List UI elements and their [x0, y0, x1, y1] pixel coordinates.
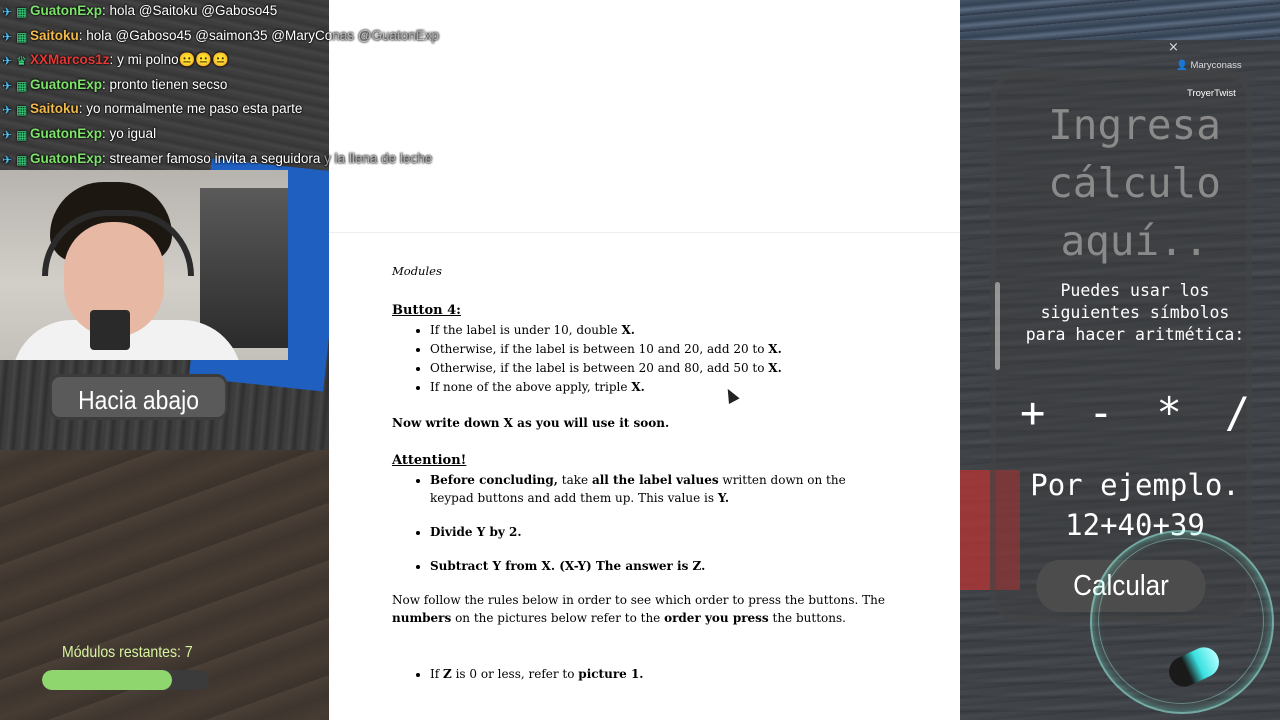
microphone-icon [90, 310, 130, 350]
attention-heading: Attention! [392, 453, 467, 468]
rule-item [430, 321, 892, 339]
write-down-note: Now write down X as you will use it soon. [392, 416, 670, 430]
modules-progress-bar [42, 670, 209, 690]
divide-symbol: / [1224, 388, 1250, 437]
attention-item-1 [430, 471, 892, 507]
chat-message [2, 123, 472, 148]
z-rule-a: If [430, 667, 443, 681]
attention-1-a: Before concluding, [430, 473, 558, 487]
chat-text: y mi polno😐😐😐 [117, 52, 230, 68]
person-icon: 👤 [1176, 60, 1191, 71]
chat-text: streamer famoso invita a seguidora [109, 150, 321, 166]
chat-username: GuatonExp [30, 125, 103, 141]
sub-badge-icon: ▦ [16, 152, 28, 167]
sub-badge-icon: ▦ [16, 127, 28, 142]
calculation-input[interactable]: Ingresa cálculo aquí.. [1048, 101, 1221, 265]
rule-text: If none of the above apply, triple [430, 380, 632, 394]
plus-symbol: + [1020, 388, 1046, 437]
z-rule-b: Z [443, 667, 452, 681]
plane-badge-icon: ✈ [2, 5, 13, 19]
minus-symbol: - [1088, 388, 1114, 437]
z-rules-list [392, 665, 892, 683]
plane-badge-icon: ✈ [2, 29, 13, 44]
calculate-button[interactable]: Calcular [1036, 560, 1205, 612]
chat-message [2, 98, 472, 123]
chat-username: GuatonExp [30, 3, 103, 18]
chat-text-faded: nas @GuatonExp [332, 27, 440, 43]
chat-overlay [2, 0, 472, 172]
player-tag-name: Maryconass [1190, 60, 1242, 71]
chat-message [2, 25, 472, 50]
rule-var: X. [621, 323, 635, 337]
panel-scrollbar[interactable] [995, 282, 1000, 370]
follow-e: the buttons. [768, 611, 846, 625]
follow-d: order you press [664, 611, 769, 625]
plane-badge-icon: ✈ [2, 78, 13, 93]
modules-remaining-label: Módulos restantes: 7 [62, 644, 193, 661]
rule-item [430, 378, 892, 396]
button4-rules [392, 321, 892, 396]
chat-message [2, 148, 472, 173]
plane-badge-icon: ✈ [2, 127, 13, 142]
sub-badge-icon: ▦ [16, 5, 28, 19]
chat-text: yo normalmente me paso esta parte [86, 101, 303, 117]
direction-button[interactable]: Hacia abajo [49, 374, 228, 420]
chat-message [2, 0, 472, 25]
chat-separator: : [78, 27, 87, 43]
chat-text: pronto tienen secso [109, 76, 228, 92]
attention-item-2: • Divide Y by 2. [430, 523, 892, 541]
z-rule-item [430, 665, 892, 683]
rule-item [430, 340, 892, 358]
close-icon[interactable]: × [1168, 40, 1179, 55]
player-name-label: TroyerTwist [1187, 88, 1236, 99]
rule-text: Otherwise, if the label is between 10 and 20, add 20 to [430, 342, 769, 356]
modules-title: Modules [392, 264, 442, 278]
attention-1-c: all the label values [591, 473, 719, 487]
chat-username: Saitoku [30, 101, 79, 117]
plane-badge-icon: ✈ [2, 103, 13, 118]
chat-message [2, 74, 472, 99]
chat-text-faded: y la llena de leche [320, 150, 433, 166]
attention-1-d: written down on the keypad buttons and add them up. This value is [430, 473, 846, 505]
rule-var: X. [768, 342, 782, 356]
chat-separator: : [78, 101, 87, 117]
follow-c: on the pictures below refer to the [451, 611, 665, 625]
rule-var: X. [768, 361, 782, 375]
calculator-symbols [1020, 388, 1250, 437]
chat-username: Saitoku [30, 27, 79, 43]
chat-separator: : [102, 76, 110, 92]
chat-username: GuatonExp [30, 76, 103, 92]
sub-badge-icon: ♛ [16, 54, 27, 69]
rule-text: If the label is under 10, double [430, 323, 622, 337]
calculator-example [1010, 465, 1260, 545]
sub-badge-icon: ▦ [16, 103, 28, 118]
example-value: 12+40+39 [1065, 508, 1205, 542]
button4-heading: Button 4: [392, 303, 461, 318]
attention-1-b: take [557, 473, 592, 487]
follow-b: numbers [392, 611, 452, 625]
rule-item [430, 359, 892, 377]
sub-badge-icon: ▦ [16, 29, 28, 44]
chat-separator: : [102, 150, 110, 166]
webcam-feed [0, 170, 288, 360]
chat-separator: : [102, 125, 110, 141]
chat-username: XXMarcos1z [30, 52, 110, 68]
attention-1-e: Y. [717, 491, 730, 505]
chat-message [2, 49, 472, 74]
z-rule-c: is 0 or less, refer to [451, 667, 579, 681]
chat-text: yo igual [109, 125, 157, 141]
document-content [392, 262, 892, 684]
calculator-instructions: Puedes usar los siguientes símbolos para hacer aritmética: [1025, 281, 1245, 344]
chat-text: hola @Gaboso45 @saimon35 @MaryCo [86, 27, 333, 43]
follow-a: Now follow the rules below in order to see which order to press the buttons. The [392, 593, 885, 607]
plane-badge-icon: ✈ [2, 152, 13, 167]
webcam-background-shelf [200, 188, 288, 348]
example-label: Por ejemplo. [1030, 468, 1240, 502]
follow-rules-paragraph [392, 591, 892, 627]
rule-text: Otherwise, if the label is between 20 and 80, add 50 to [430, 361, 769, 375]
plane-badge-icon: ✈ [2, 54, 13, 69]
chat-separator: : [102, 3, 110, 18]
z-rule-d: picture 1. [578, 667, 644, 681]
multiply-symbol: * [1156, 388, 1182, 437]
player-tag [1176, 60, 1242, 71]
attention-list [392, 471, 892, 575]
modules-progress-fill [42, 670, 172, 690]
sub-badge-icon: ▦ [16, 78, 28, 93]
chat-text: hola @Saitoku @Gaboso45 [109, 3, 278, 18]
chat-username: GuatonExp [30, 150, 103, 166]
attention-item-3: • Subtract Y from X. (X-Y) The answer is Z. [430, 557, 892, 575]
chat-separator: : [109, 52, 118, 68]
rule-var: X. [631, 380, 645, 394]
